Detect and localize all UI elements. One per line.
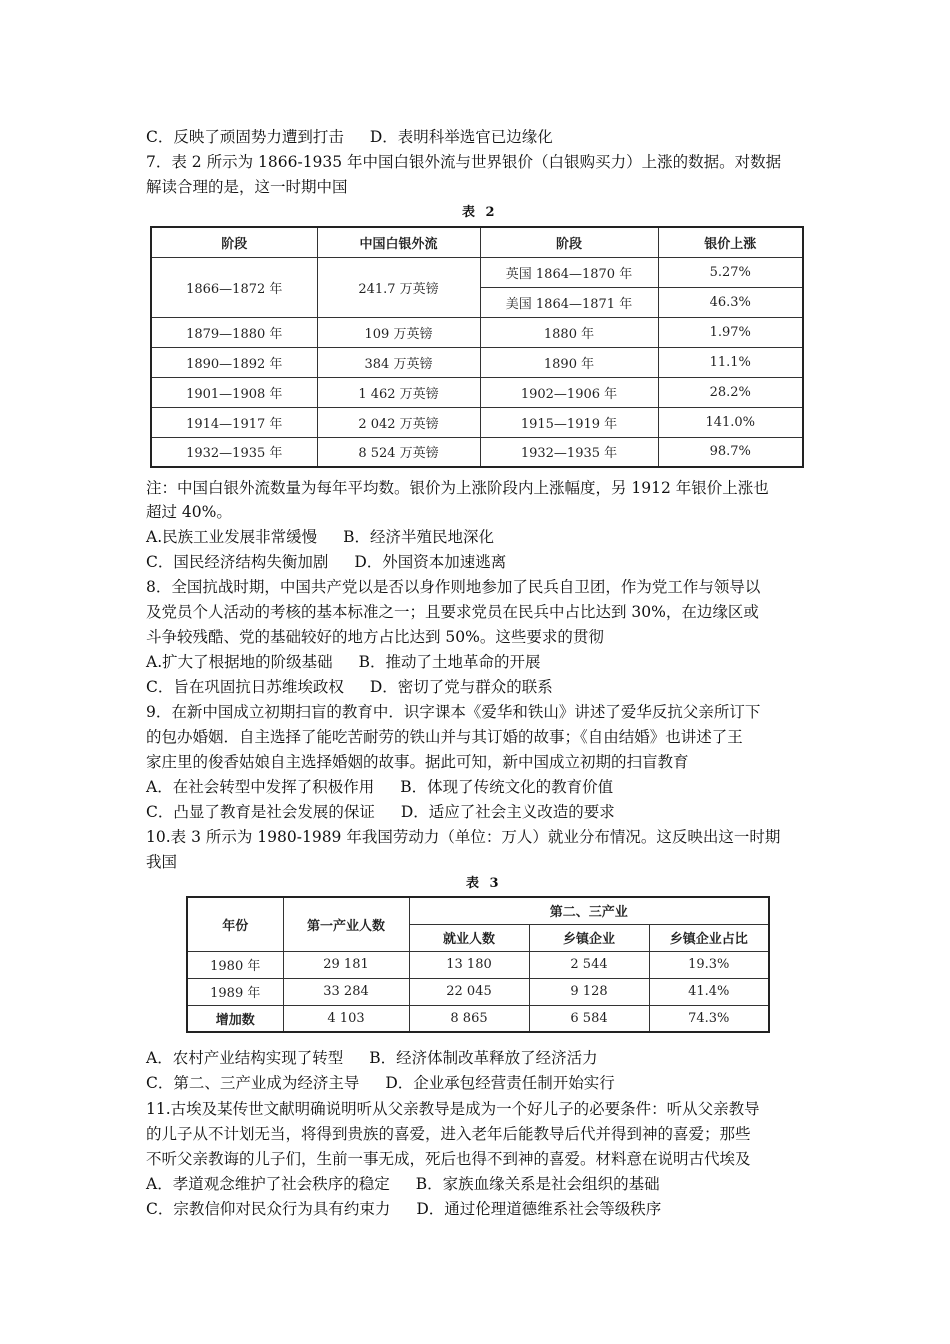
q8-options-ab bbox=[146, 650, 816, 674]
q6-options-cd bbox=[146, 125, 816, 149]
q8-option-b: B．推动了土地革命的开展 bbox=[358, 653, 541, 671]
cell-period: 1879—1880 年 bbox=[151, 317, 317, 347]
cell-township: 9 128 bbox=[529, 978, 649, 1005]
cell-rise: 46.3% bbox=[658, 287, 803, 317]
cell-year: 1980 年 bbox=[187, 951, 283, 978]
q7-options-cd bbox=[146, 550, 816, 574]
q8-options-cd bbox=[146, 675, 816, 699]
cell-employed: 13 180 bbox=[409, 951, 529, 978]
cell-period2: 1902—1906 年 bbox=[480, 377, 658, 407]
q11-option-b: B．家族血缘关系是社会组织的基础 bbox=[415, 1175, 660, 1193]
th-rise: 银价上涨 bbox=[658, 227, 803, 257]
q10-stem-line2: 我国 bbox=[146, 853, 178, 871]
q7-stem-line2: 解读合理的是，这一时期中国 bbox=[146, 178, 348, 196]
q9-option-d: D．适应了社会主义改造的要求 bbox=[400, 803, 615, 821]
cell-rise: 98.7% bbox=[658, 437, 803, 467]
cell-outflow: 384 万英镑 bbox=[317, 347, 480, 377]
th-primary: 第一产业人数 bbox=[283, 897, 409, 951]
q11-stem-line3: 不听父亲教诲的儿子们，生前一事无成，死后也得不到神的喜爱。材料意在说明古代埃及 bbox=[146, 1150, 751, 1168]
th-period2: 阶段 bbox=[480, 227, 658, 257]
cell-period2: 1932—1935 年 bbox=[480, 437, 658, 467]
q8-option-c: C．旨在巩固抗日苏维埃政权 bbox=[146, 678, 344, 696]
q9-option-a: A．在社会转型中发挥了积极作用 bbox=[146, 778, 375, 796]
cell-period: 1932—1935 年 bbox=[151, 437, 317, 467]
th-secondary-tertiary: 第二、三产业 bbox=[409, 897, 769, 924]
q9-option-b: B．体现了传统文化的教育价值 bbox=[400, 778, 614, 796]
cell-township: 6 584 bbox=[529, 1005, 649, 1032]
th-township: 乡镇企业 bbox=[529, 924, 649, 951]
q11-options-ab bbox=[146, 1172, 816, 1196]
cell-outflow: 1 462 万英镑 bbox=[317, 377, 480, 407]
q9-options-ab bbox=[146, 775, 816, 799]
q10-option-c: C．第二、三产业成为经济主导 bbox=[146, 1074, 360, 1092]
q10-options-ab bbox=[146, 1046, 816, 1070]
q6-option-d: D．表明科举选官已边缘化 bbox=[369, 128, 553, 146]
q8-option-d: D．密切了党与群众的联系 bbox=[369, 678, 553, 696]
cell-period2: 英国 1864—1870 年 bbox=[480, 257, 658, 287]
table-header-row bbox=[151, 227, 803, 257]
cell-rise: 28.2% bbox=[658, 377, 803, 407]
table-row bbox=[151, 437, 803, 467]
q9-stem-line1: 9．在新中国成立初期扫盲的教育中．识字课本《爱华和铁山》讲述了爱华反抗父亲所订下 bbox=[146, 703, 761, 721]
cell-rise: 141.0% bbox=[658, 407, 803, 437]
cell-outflow: 109 万英镑 bbox=[317, 317, 480, 347]
cell-rise: 5.27% bbox=[658, 257, 803, 287]
table-row bbox=[187, 1005, 769, 1032]
cell-period2: 1915—1919 年 bbox=[480, 407, 658, 437]
cell-period2: 美国 1864—1871 年 bbox=[480, 287, 658, 317]
q9-options-cd bbox=[146, 800, 816, 824]
table-row bbox=[151, 377, 803, 407]
cell-period2: 1890 年 bbox=[480, 347, 658, 377]
q10-option-a: A．农村产业结构实现了转型 bbox=[146, 1049, 344, 1067]
cell-rise: 1.97% bbox=[658, 317, 803, 347]
q10-options-cd bbox=[146, 1071, 816, 1095]
table-row bbox=[151, 407, 803, 437]
th-period: 阶段 bbox=[151, 227, 317, 257]
cell-primary: 33 284 bbox=[283, 978, 409, 1005]
cell-period: 1866—1872 年 bbox=[151, 257, 317, 317]
cell-outflow: 2 042 万英镑 bbox=[317, 407, 480, 437]
cell-employed: 8 865 bbox=[409, 1005, 529, 1032]
q7-option-a: A.民族工业发展非常缓慢 bbox=[146, 528, 318, 546]
q9-option-c: C．凸显了教育是社会发展的保证 bbox=[146, 803, 375, 821]
q8-stem-line3: 斗争较残酷、党的基础较好的地方占比达到 50%。这些要求的贯彻 bbox=[146, 628, 604, 646]
cell-period: 1890—1892 年 bbox=[151, 347, 317, 377]
cell-rise: 11.1% bbox=[658, 347, 803, 377]
table-row bbox=[151, 257, 803, 287]
q11-stem-line1: 11.古埃及某传世文献明确说明听从父亲教导是成为一个好儿子的必要条件：听从父亲教导 bbox=[146, 1100, 760, 1118]
table3-caption: 表 3 bbox=[466, 876, 502, 891]
cell-year: 1989 年 bbox=[187, 978, 283, 1005]
cell-share: 19.3% bbox=[649, 951, 769, 978]
table-row bbox=[151, 317, 803, 347]
q7-option-c: C．国民经济结构失衡加剧 bbox=[146, 553, 329, 571]
th-outflow: 中国白银外流 bbox=[317, 227, 480, 257]
cell-year: 增加数 bbox=[187, 1005, 283, 1032]
cell-employed: 22 045 bbox=[409, 978, 529, 1005]
table-2 bbox=[150, 226, 804, 468]
q7-note-line2: 超过 40%。 bbox=[146, 503, 232, 521]
cell-outflow: 8 524 万英镑 bbox=[317, 437, 480, 467]
q11-option-d: D．通过伦理道德维系社会等级秩序 bbox=[416, 1200, 662, 1218]
th-year: 年份 bbox=[187, 897, 283, 951]
cell-share: 74.3% bbox=[649, 1005, 769, 1032]
q7-options-ab bbox=[146, 525, 816, 549]
q8-option-a: A.扩大了根据地的阶级基础 bbox=[146, 653, 333, 671]
q8-stem-line1: 8．全国抗战时期，中国共产党以是否以身作则地参加了民兵自卫团，作为党工作与领导以 bbox=[146, 578, 761, 596]
cell-primary: 29 181 bbox=[283, 951, 409, 978]
th-township-share: 乡镇企业占比 bbox=[649, 924, 769, 951]
cell-township: 2 544 bbox=[529, 951, 649, 978]
cell-outflow: 241.7 万英镑 bbox=[317, 257, 480, 317]
q10-stem-line1: 10.表 3 所示为 1980-1989 年我国劳动力（单位：万人）就业分布情况。这反映出这一时期 bbox=[146, 828, 781, 846]
cell-period: 1914—1917 年 bbox=[151, 407, 317, 437]
table2-caption: 表 2 bbox=[462, 205, 498, 220]
q11-option-a: A．孝道观念维护了社会秩序的稳定 bbox=[146, 1175, 390, 1193]
q11-stem-line2: 的儿子从不计划无当，将得到贵族的喜爱，进入老年后能教导后代并得到神的喜爱；那些 bbox=[146, 1125, 751, 1143]
q9-stem-line3: 家庄里的俊香姑娘自主选择婚姻的故事。据此可知，新中国成立初期的扫盲教育 bbox=[146, 753, 689, 771]
table-3 bbox=[186, 896, 770, 1033]
cell-period: 1901—1908 年 bbox=[151, 377, 317, 407]
q7-option-b: B．经济半殖民地深化 bbox=[343, 528, 495, 546]
cell-share: 41.4% bbox=[649, 978, 769, 1005]
q10-option-d: D．企业承包经营责任制开始实行 bbox=[385, 1074, 615, 1092]
table-row bbox=[187, 978, 769, 1005]
q9-stem-line2: 的包办婚姻．自主选择了能吃苦耐劳的铁山并与其订婚的故事；《自由结婚》也讲述了王 bbox=[146, 728, 743, 746]
table-row bbox=[151, 347, 803, 377]
q11-option-c: C．宗教信仰对民众行为具有约束力 bbox=[146, 1200, 391, 1218]
q8-stem-line2: 及党员个人活动的考核的基本标准之一；且要求党员在民兵中占比达到 30%，在边缘区或 bbox=[146, 603, 759, 621]
table-header-row bbox=[187, 897, 769, 924]
q7-stem-line1: 7．表 2 所示为 1866-1935 年中国白银外流与世界银价（白银购买力）上涨的数据。对数据 bbox=[146, 153, 782, 171]
cell-period2: 1880 年 bbox=[480, 317, 658, 347]
cell-primary: 4 103 bbox=[283, 1005, 409, 1032]
table-row bbox=[187, 951, 769, 978]
th-employed: 就业人数 bbox=[409, 924, 529, 951]
q7-note-line1: 注：中国白银外流数量为每年平均数。银价为上涨阶段内上涨幅度，另 1912 年银价上涨也 bbox=[146, 479, 769, 497]
q11-options-cd bbox=[146, 1197, 816, 1221]
q10-option-b: B．经济体制改革释放了经济活力 bbox=[369, 1049, 598, 1067]
q6-option-c: C．反映了顽固势力遭到打击 bbox=[146, 128, 344, 146]
q7-option-d: D．外国资本加速逃离 bbox=[354, 553, 507, 571]
